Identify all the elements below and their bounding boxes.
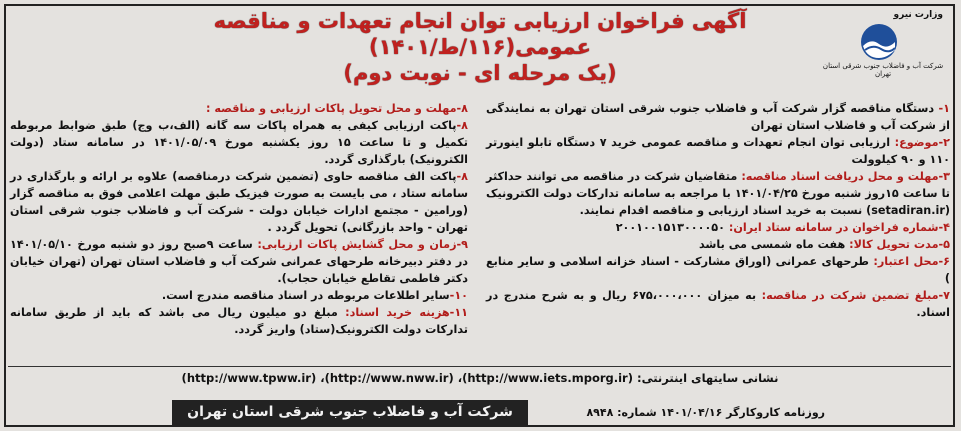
item-6: ۶-محل اعتبار: طرحهای عمرانی (اوراق مشارکت - اسناد خزانه اسلامی و سایر منابع ) <box>486 255 950 285</box>
item-2: ۲-موضوع: ارزیابی توان انجام تعهدات و مناقصه عمومی خرید ۷ دستگاه تابلو اینورتر ۱۱۰ و ۹۰ کیلوولت <box>486 136 950 166</box>
item-10: ۱۰-سایر اطلاعات مربوطه در اسناد مناقصه مندرج است. <box>161 289 468 302</box>
water-drop-logo-icon <box>857 22 901 62</box>
item-9: ۹-زمان و محل گشایش پاکات ارزیابی: ساعت ۹صبح روز دو شنبه مورخ ۱۴۰۱/۰۵/۱۰ در دفتر دبیرخانه طرحهای عمرانی شرکت آب و فاضلاب استان تهران (تهران خیابان دکتر فاطمی تقاطع خیابان حجاب). <box>10 238 468 285</box>
title-line-1: آگهی فراخوان ارزیابی توان انجام تعهدات و مناقصه عمومی(۱۱۶/ط/۱۴۰۱) <box>213 9 747 59</box>
item-3: ۳-مهلت و محل دریافت اسناد مناقصه: متقاضیان شرکت در مناقصه می توانند حداکثر تا ساعت ۱۵روز شنبه مورخ ۱۴۰۱/۰۴/۲۵ با مراجعه به سامانه تدارکات دولت الکترونیک (setadiran.ir) نسبت به خرید اسناد ارزیابی و مناقصه اقدام نمایند. <box>486 170 951 217</box>
column-left <box>10 100 468 338</box>
item-5: ۵-مدت تحویل کالا: هفت ماه شمسی می باشد <box>698 238 950 251</box>
item-8a: ۸-پاکت ارزیابی کیفی به همراه پاکات سه گانه (الف،ب وج) طبق ضوابط مربوطه تکمیل و تا ساعت ۱۵ روز یکشنبه مورخ ۱۴۰۱/۰۵/۰۹ در سامانه ستاد (دولت الکترونیک) بارگذاری گردد. <box>10 119 468 166</box>
item-11: ۱۱-هزینه خرید اسناد: مبلغ دو میلیون ریال می باشد که باید از طریق سامانه تدارکات دولت الکترونیک(ستاد) واریز گردد. <box>10 306 468 336</box>
divider <box>8 366 951 367</box>
websites-label: نشانی سایتهای اینترنتی: <box>633 371 779 385</box>
column-right <box>486 100 950 321</box>
publication-info: روزنامه کاروکارگر ۱۴۰۱/۰۴/۱۶ شماره: ۸۹۴۸ <box>586 406 825 419</box>
item-8: ۸-مهلت و محل تحویل پاکات ارزیابی و مناقصه : <box>205 102 468 115</box>
company-logo <box>815 8 955 78</box>
item-4: ۴-شماره فراخوان در سامانه ستاد ایران: ۲۰۰۱۰۰۱۵۱۳۰۰۰۰۵۰ <box>615 221 950 234</box>
title-line-2: (یک مرحله ای - نوبت دوم) <box>343 61 617 85</box>
company-name: شرکت آب و فاضلاب جنوب شرقی استان تهران <box>822 62 944 78</box>
ministry-name: وزارت نیرو <box>893 10 943 20</box>
websites-urls: (http://www.iets.mporg.ir)، (http://www.nww.ir)، (http://www.tpww.ir) <box>181 371 633 385</box>
item-1: ۱- دستگاه مناقصه گزار شرکت آب و فاضلاب جنوب شرقی استان تهران به نمایندگی از شرکت آب و فاضلاب استان تهران <box>486 102 950 132</box>
websites-line <box>90 370 870 386</box>
item-7: ۷-مبلغ تضمین شرکت در مناقصه: به میزان ۶۷۵،۰۰۰،۰۰۰ ریال و به شرح مندرج در اسناد. <box>486 289 950 319</box>
item-8b: ۸-پاکت الف مناقصه حاوی (تضمین شرکت درمناقصه) علاوه بر ارائه و بارگذاری در سامانه ستاد ، می بایست به صورت فیزیک طبق مهلت اعلامی فوق به مناقصه گزار (ورامین - مجتمع ادارات خیابان دولت - شرکت آب و فاضلاب جنوب شرقی استان تهران - واحد بازرگانی) تحویل گردد . <box>10 170 468 234</box>
company-banner: شرکت آب و فاضلاب جنوب شرقی استان تهران <box>172 400 528 425</box>
ad-title <box>170 8 790 86</box>
